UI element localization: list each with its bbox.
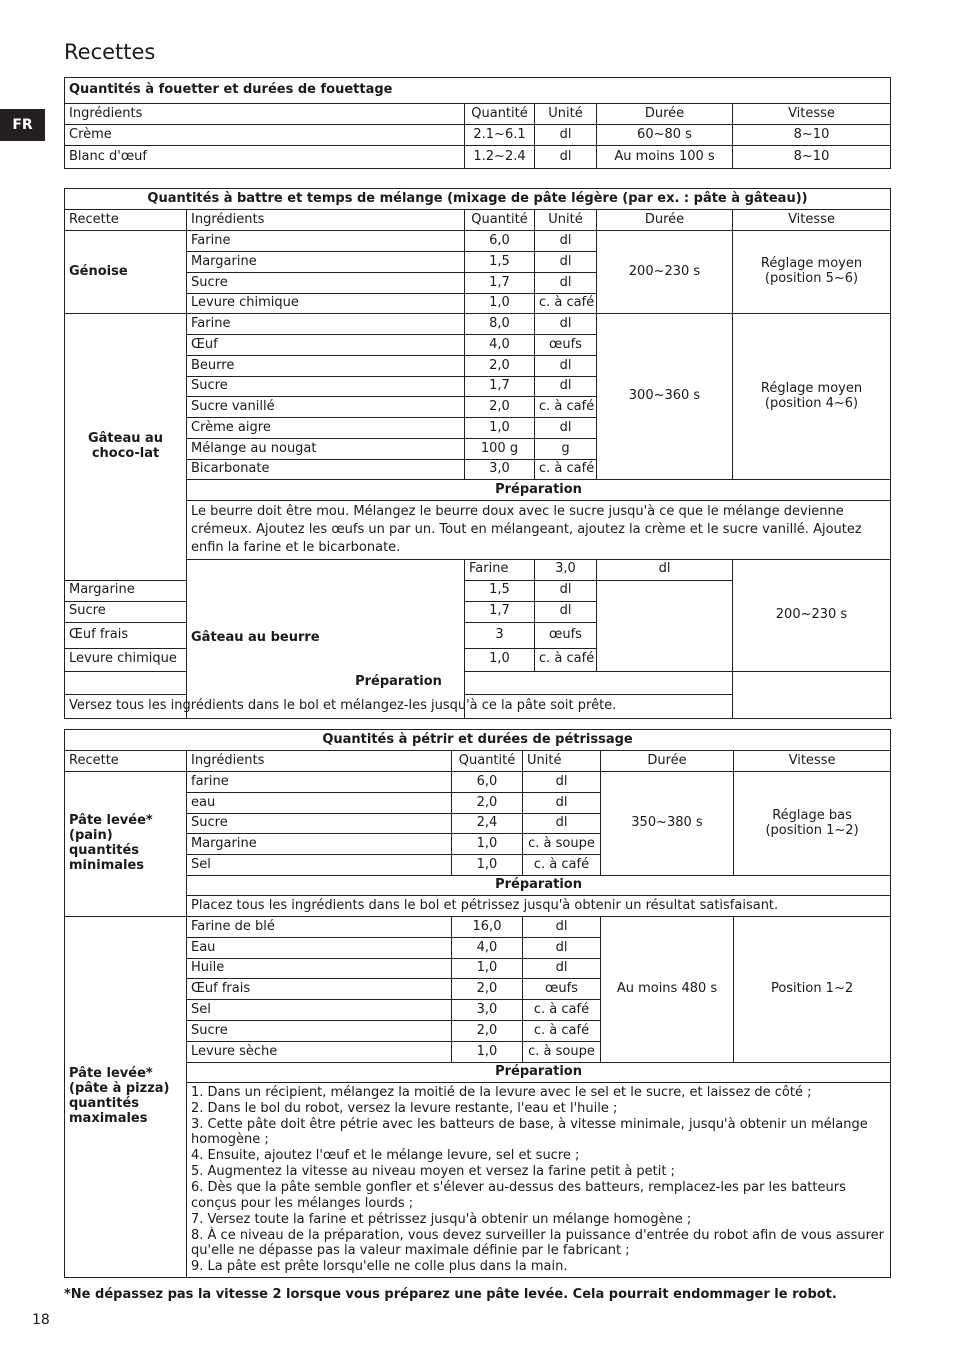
speed-cell [733, 231, 891, 314]
ingredient-cell: Farine [187, 314, 465, 335]
ingredient-cell: Mélange au nougat [187, 439, 465, 460]
unit-cell: dl [523, 938, 601, 959]
unit-cell: dl [535, 356, 597, 377]
col-header-unit: Unité [535, 210, 597, 231]
table-row [65, 231, 891, 252]
quantity-cell: 3,0 [465, 460, 535, 480]
table-row [65, 772, 891, 793]
preparation-text: Placez tous les ingrédients dans le bol et pétrissez jusqu'à obtenir un résultat satisfaisant. [187, 896, 891, 917]
quantity-cell: 6,0 [465, 231, 535, 252]
unit-cell: dl [523, 793, 601, 814]
ingredient-cell: farine [187, 772, 452, 793]
quantity-cell: 1,7 [465, 601, 535, 622]
speed-cell: Position 1~2 [734, 917, 891, 1063]
preparation-steps [187, 1083, 891, 1278]
speed-position: (position 5~6) [764, 271, 859, 286]
unit-cell: dl [535, 314, 597, 335]
ingredient-cell: Levure chimique [65, 648, 187, 671]
speed-label: Réglage moyen [760, 380, 863, 396]
quantity-cell: 1.2~2.4 [465, 146, 535, 169]
unit-cell: dl [523, 814, 601, 834]
recipe-name-bread-dough: Pâte levée* (pain) quantités minimales [65, 772, 187, 917]
col-header-unit: Unité [535, 104, 597, 125]
table-row [65, 125, 891, 146]
ingredient-cell: Sucre [65, 601, 187, 622]
quantity-cell: 6,0 [452, 772, 523, 793]
unit-cell: dl [535, 418, 597, 439]
preparation-step: 6. Dès que la pâte semble gonfler et s'élever au-dessus des batteurs, remplacez-les par les batteurs conçus pour les mélanges lourds ; [191, 1180, 846, 1211]
preparation-step: 8. À ce niveau de la préparation, vous devez surveiller la puissance d'entrée du robot afin de vous assurer qu'elle ne dépasse pas la valeur maximale définie par le fabricant ; [191, 1227, 884, 1259]
col-header-recipe: Recette [65, 210, 187, 231]
ingredient-cell: Sucre [187, 1021, 452, 1042]
preparation-step: 3. Cette pâte doit être pétrie avec les batteurs de base, à vitesse minimale, jusqu'à obtenir un mélange homogène ; [191, 1116, 868, 1148]
quantity-cell: 16,0 [452, 917, 523, 938]
quantity-cell: 2.1~6.1 [465, 125, 535, 146]
unit-cell: c. à café [523, 1021, 601, 1042]
quantity-cell: 100 g [465, 439, 535, 460]
col-header-quantity: Quantité [465, 210, 535, 231]
quantity-cell: 2,0 [452, 793, 523, 814]
duration-cell: 200~230 s [597, 231, 733, 314]
ingredient-cell: eau [187, 793, 452, 814]
speed-label: Réglage bas [772, 807, 852, 823]
ingredient-cell: Farine [187, 231, 465, 252]
duration-cell: 60~80 s [597, 125, 733, 146]
beat-table [64, 188, 891, 719]
col-header-duration: Durée [597, 104, 733, 125]
table-row [65, 314, 891, 335]
col-header-unit: Unité [523, 751, 601, 772]
duration-cell: Au moins 480 s [601, 917, 734, 1063]
unit-cell: c. à soupe [523, 834, 601, 855]
quantity-cell: 1,0 [452, 855, 523, 876]
ingredient-cell: Beurre [187, 356, 465, 377]
ingredient-cell: Sucre [187, 273, 465, 294]
knead-table [64, 729, 891, 1278]
unit-cell: c. à soupe [523, 1042, 601, 1063]
duration-cell: 200~230 s [733, 559, 891, 671]
quantity-cell: 3,0 [452, 1000, 523, 1021]
unit-cell: dl [535, 231, 597, 252]
preparation-text: Versez tous les ingrédients dans le bol et mélangez-les jusqu'à ce la pâte soit prête. [65, 694, 733, 718]
whisk-table [64, 77, 891, 169]
col-header-speed: Vitesse [733, 210, 891, 231]
beat-table-title: Quantités à battre et temps de mélange (mixage de pâte légère (par ex. : pâte à gâteau)) [65, 189, 891, 210]
quantity-cell: 3,0 [535, 559, 597, 580]
ingredient-cell: Sucre vanillé [187, 397, 465, 418]
preparation-step: 5. Augmentez la vitesse au niveau moyen et versez la farine petit à petit ; [191, 1164, 675, 1180]
ingredient-cell: Levure sèche [187, 1042, 452, 1063]
duration-cell: 350~380 s [601, 772, 734, 876]
col-header-ingredients: Ingrédients [65, 104, 465, 125]
quantity-cell: 1,7 [465, 377, 535, 397]
table-row [65, 146, 891, 169]
speed-cell: 8~10 [733, 146, 891, 169]
recipe-name-chocolate-cake: Gâteau au choco-lat [65, 314, 187, 581]
preparation-step: 1. Dans un récipient, mélangez la moitié de la levure avec le sel et le sucre, et laissez de côté ; [191, 1084, 812, 1100]
recipe-name-pizza-dough: Pâte levée* (pâte à pizza) quantités maximales [65, 917, 187, 1278]
quantity-cell: 8,0 [465, 314, 535, 335]
ingredient-cell: Crème aigre [187, 418, 465, 439]
speed-cell [734, 772, 891, 876]
unit-cell: dl [535, 146, 597, 169]
col-header-recipe: Recette [65, 751, 187, 772]
ingredient-cell: Sucre [187, 814, 452, 834]
ingredient-cell: Œuf [187, 335, 465, 356]
speed-position: (position 4~6) [764, 395, 859, 411]
col-header-duration: Durée [597, 210, 733, 231]
preparation-header: Préparation [187, 480, 891, 501]
ingredient-cell: Œuf frais [187, 979, 452, 1000]
ingredient-cell: Œuf frais [65, 622, 187, 648]
unit-cell: dl [535, 601, 597, 622]
ingredient-cell: Huile [187, 959, 452, 979]
quantity-cell: 2,0 [452, 979, 523, 1000]
recipe-name-butter-cake: Gâteau au beurre [187, 559, 465, 718]
preparation-step: 2. Dans le bol du robot, versez la levure restante, l'eau et l'huile ; [191, 1100, 618, 1116]
quantity-cell: 1,7 [465, 273, 535, 294]
quantity-cell: 2,0 [465, 397, 535, 418]
unit-cell: dl [597, 559, 733, 580]
ingredient-cell: Eau [187, 938, 452, 959]
quantity-cell: 3 [465, 622, 535, 648]
unit-cell: œufs [535, 335, 597, 356]
quantity-cell: 1,5 [465, 252, 535, 273]
col-header-quantity: Quantité [465, 104, 535, 125]
unit-cell: c. à café [535, 648, 597, 671]
ingredient-cell: Levure chimique [187, 294, 465, 314]
language-tab: FR [0, 109, 45, 141]
footnote: *Ne dépassez pas la vitesse 2 lorsque vous préparez une pâte levée. Cela pourrait endommager le robot. [64, 1287, 837, 1302]
table-row [65, 917, 891, 938]
knead-table-title: Quantités à pétrir et durées de pétrissage [65, 730, 891, 751]
preparation-header: Préparation [65, 671, 733, 694]
speed-position: (position 1~2) [765, 822, 859, 838]
col-header-speed: Vitesse [734, 751, 891, 772]
unit-cell: dl [535, 125, 597, 146]
quantity-cell: 2,0 [452, 1021, 523, 1042]
recipe-name-genoise: Génoise [65, 231, 187, 314]
col-header-ingredients: Ingrédients [187, 751, 452, 772]
preparation-step: 4. Ensuite, ajoutez l'œuf et le mélange levure, sel et sucre ; [191, 1148, 580, 1164]
unit-cell: dl [535, 580, 597, 601]
quantity-cell: 1,0 [465, 294, 535, 314]
unit-cell: c. à café [535, 460, 597, 480]
quantity-cell: 1,0 [452, 1042, 523, 1063]
unit-cell: dl [523, 959, 601, 979]
preparation-header: Préparation [187, 876, 891, 896]
unit-cell: c. à café [535, 397, 597, 418]
quantity-cell: 1,0 [465, 648, 535, 671]
quantity-cell: 1,0 [452, 834, 523, 855]
unit-cell: dl [523, 772, 601, 793]
unit-cell: dl [535, 252, 597, 273]
preparation-step: 7. Versez toute la farine et pétrissez jusqu'à obtenir un mélange homogène ; [191, 1211, 692, 1227]
duration-cell: 300~360 s [597, 314, 733, 480]
ingredient-cell: Margarine [187, 252, 465, 273]
unit-cell: dl [535, 377, 597, 397]
ingredient-cell: Sel [187, 1000, 452, 1021]
speed-cell: 8~10 [733, 125, 891, 146]
preparation-step: 9. La pâte est prête lorsqu'elle ne colle plus dans la main. [191, 1259, 568, 1275]
unit-cell: œufs [523, 979, 601, 1000]
ingredient-cell: Margarine [187, 834, 452, 855]
quantity-cell: 4,0 [452, 938, 523, 959]
ingredient-cell: Margarine [65, 580, 187, 601]
ingredient-cell: Blanc d'œuf [65, 146, 465, 169]
quantity-cell: 2,0 [465, 356, 535, 377]
ingredient-cell: Crème [65, 125, 465, 146]
speed-label: Réglage moyen [760, 256, 863, 272]
col-header-quantity: Quantité [452, 751, 523, 772]
col-header-duration: Durée [601, 751, 734, 772]
table-row [65, 559, 891, 580]
quantity-cell: 4,0 [465, 335, 535, 356]
unit-cell: c. à café [523, 1000, 601, 1021]
ingredient-cell: Sel [187, 855, 452, 876]
page-title: Recettes [64, 40, 156, 64]
preparation-header: Préparation [187, 1063, 891, 1083]
quantity-cell: 1,0 [452, 959, 523, 979]
page-number: 18 [32, 1312, 50, 1328]
unit-cell: dl [523, 917, 601, 938]
unit-cell: œufs [535, 622, 597, 648]
ingredient-cell: Sucre [187, 377, 465, 397]
quantity-cell: 2,4 [452, 814, 523, 834]
unit-cell: c. à café [535, 294, 597, 314]
speed-cell [733, 314, 891, 480]
duration-cell: Au moins 100 s [597, 146, 733, 169]
ingredient-cell: Farine de blé [187, 917, 452, 938]
ingredient-cell: Bicarbonate [187, 460, 465, 480]
unit-cell: c. à café [523, 855, 601, 876]
unit-cell: dl [535, 273, 597, 294]
ingredient-cell: Farine [465, 559, 535, 580]
preparation-text: Le beurre doit être mou. Mélangez le beurre doux avec le sucre jusqu'à ce que le mélange devienne crémeux. Ajoutez les œufs un par un. Tout en mélangeant, ajoutez la crème et le sucre vanillé. Ajoutez enfin la farine et le bicarbonate. [187, 501, 891, 560]
unit-cell: g [535, 439, 597, 460]
quantity-cell: 1,5 [465, 580, 535, 601]
quantity-cell: 1,0 [465, 418, 535, 439]
col-header-ingredients: Ingrédients [187, 210, 465, 231]
col-header-speed: Vitesse [733, 104, 891, 125]
whisk-table-title: Quantités à fouetter et durées de fouettage [65, 78, 891, 104]
